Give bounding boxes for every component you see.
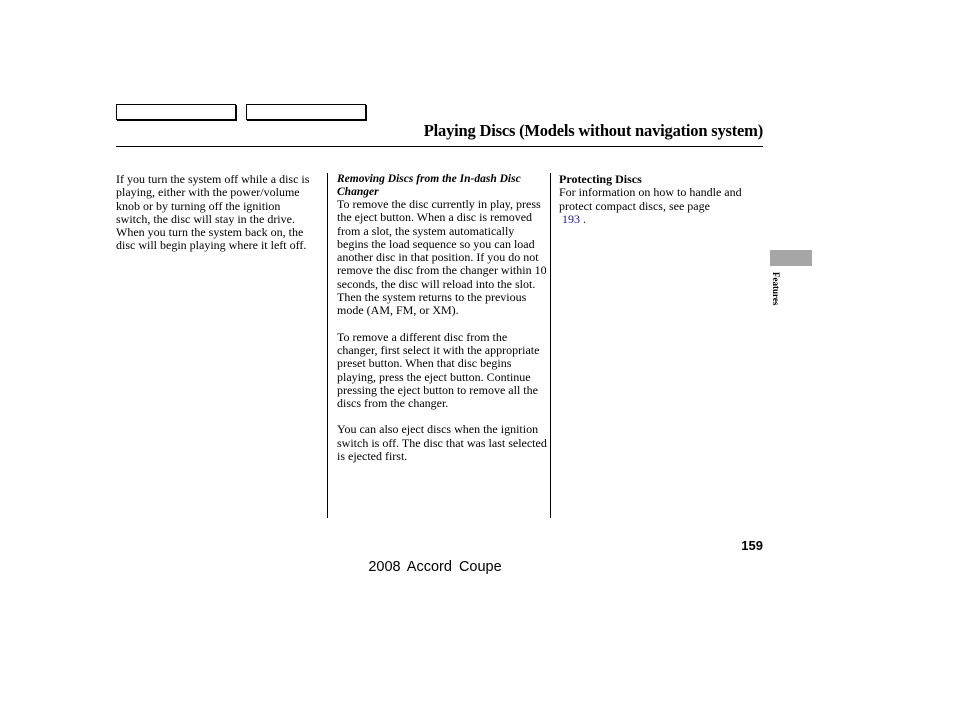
section-heading-removing-discs: Removing Discs from the In-dash Disc Changer <box>337 173 521 198</box>
protecting-discs-text: For information on how to handle and protect compact discs, see page <box>559 185 742 213</box>
page-title: Playing Discs (Models without navigation system) <box>423 121 763 140</box>
nav-button-1[interactable] <box>116 104 236 120</box>
side-label-features: Features <box>771 272 781 306</box>
column-divider-2 <box>550 173 551 518</box>
paragraph-remove-current: To remove the disc currently in play, press the eject button. When a disc is removed from a slot, the system automatically begins the load sequence so you can load another disc in that position. If you do not remove the disc from the changer within 10 seconds, the disc will reload into the slot. Then the system returns to the previous mode (AM, FM, or XM). <box>337 197 547 318</box>
paragraph-remove-different: To remove a different disc from the changer, first select it with the appropriate preset button. When that disc begins playing, press the eject button. Continue pressing the eject button to remove all the discs from the changer. <box>337 329 540 411</box>
column-left <box>116 173 316 253</box>
footer-model: 2008 Accord Coupe <box>368 559 502 575</box>
nav-button-2[interactable] <box>246 104 366 120</box>
section-tab-marker <box>770 250 812 266</box>
section-heading-protecting-discs: Protecting Discs <box>559 172 642 186</box>
protecting-discs-suffix: . <box>583 211 586 226</box>
column-divider-1 <box>327 173 328 518</box>
paragraph-eject-ignition-off: You can also eject discs when the ignition switch is off. The disc that was last selected is ejected first. <box>337 422 547 464</box>
column-right <box>559 173 764 226</box>
title-rule <box>116 146 763 147</box>
paragraph-system-off: If you turn the system off while a disc is playing, either with the power/volume knob or by turning off the ignition switch, the disc will stay in the drive. When you turn the system back on, the disc will begin playing where it left off. <box>116 172 310 253</box>
column-middle <box>337 173 547 463</box>
paragraph-protecting-discs <box>559 186 764 226</box>
page-link-193[interactable]: 193 <box>562 211 580 226</box>
page-number: 159 <box>741 538 763 553</box>
